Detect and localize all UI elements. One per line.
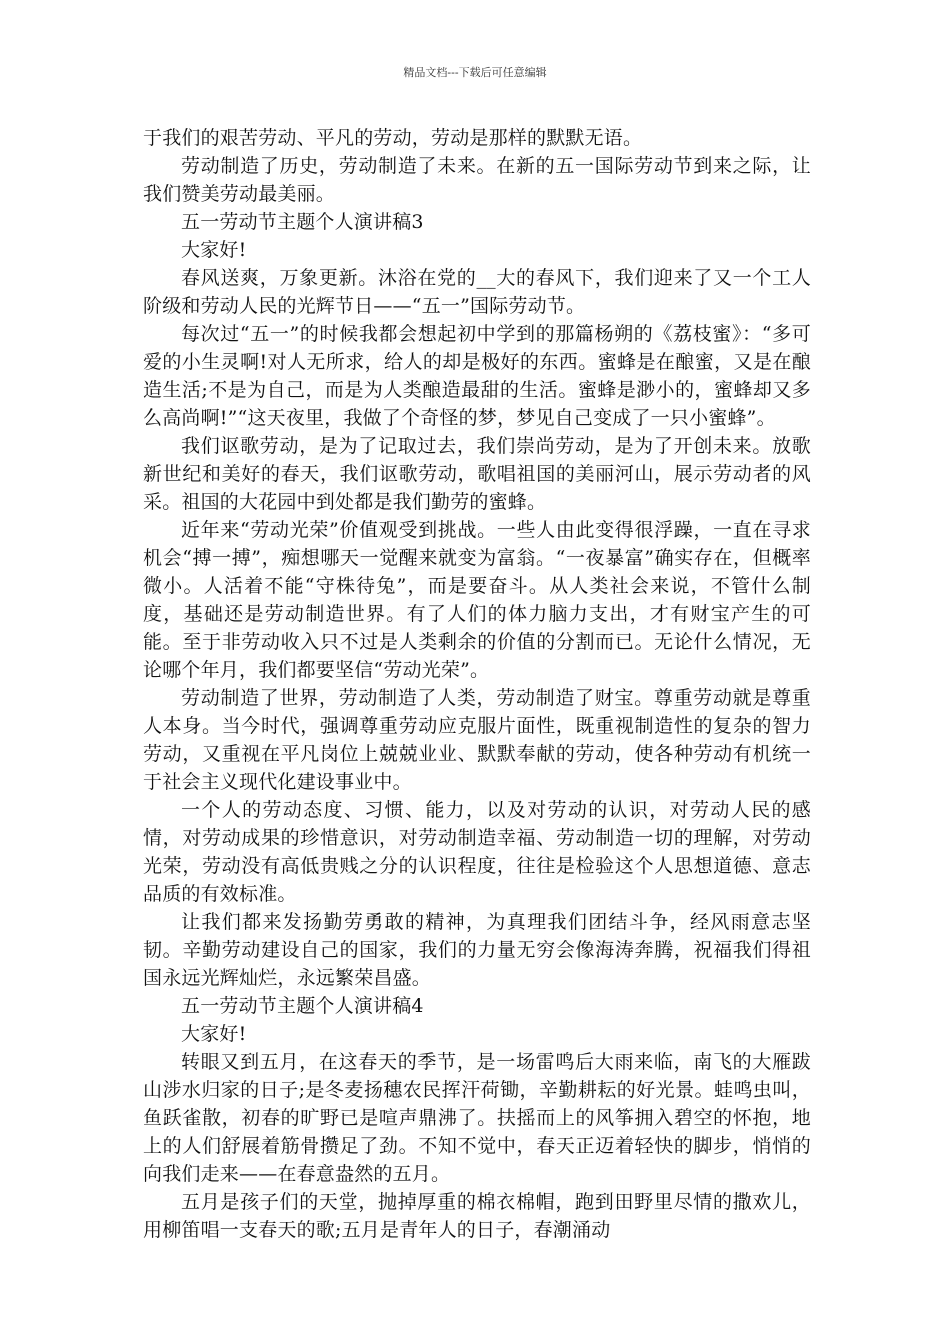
paragraph: 五月是孩子们的天堂，抛掉厚重的棉衣棉帽，跑到田野里尽情的撒欢儿，用柳笛唱一支春天的歌;五月是青年人的日子，春潮涌动: [143, 1191, 811, 1241]
paragraph: 让我们都来发扬勤劳勇敢的精神，为真理我们团结斗争，经风雨意志坚韧。辛勤劳动建设自己的国家，我们的力量无穷会像海涛奔腾，祝福我们得祖国永远光辉灿烂，永远繁荣昌盛。: [143, 911, 811, 989]
paragraph: 春风送爽，万象更新。沐浴在党的__大的春风下，我们迎来了又一个工人阶级和劳动人民的光辉节日——“五一”国际劳动节。: [143, 267, 811, 317]
document-body: [143, 124, 811, 1244]
paragraph: 我们讴歌劳动，是为了记取过去，我们崇尚劳动，是为了开创未来。放歌新世纪和美好的春天，我们讴歌劳动，歌唱祖国的美丽河山，展示劳动者的风采。祖国的大花园中到处都是我们勤劳的蜜蜂。: [143, 435, 811, 513]
greeting: 大家好!: [181, 1023, 247, 1045]
paragraph: 劳动制造了世界，劳动制造了人类，劳动制造了财宝。尊重劳动就是尊重人本身。当今时代，强调尊重劳动应克服片面性，既重视制造性的复杂的智力劳动，又重视在平凡岗位上兢兢业业、默默奉献的劳动，使各种劳动有机统一于社会主义现代化建设事业中。: [143, 687, 811, 793]
paragraph: 于我们的艰苦劳动、平凡的劳动，劳动是那样的默默无语。: [143, 127, 643, 149]
paragraph: 近年来“劳动光荣”价值观受到挑战。一些人由此变得很浮躁，一直在寻求机会“搏一搏”，痴想哪天一觉醒来就变为富翁。“一夜暴富”确实存在，但概率微小。人活着不能“守株待兔”，而是要奋斗。从人类社会来说，不管什么制度，基础还是劳动制造世界。有了人们的体力脑力支出，才有财宝产生的可能。至于非劳动收入只不过是人类剩余的价值的分割而已。无论什么情况，无论哪个年月，我们都要坚信“劳动光荣”。: [143, 519, 811, 681]
paragraph: 劳动制造了历史，劳动制造了未来。在新的五一国际劳动节到来之际，让我们赞美劳动最美丽。: [143, 155, 811, 205]
section-heading: 五一劳动节主题个人演讲稿4: [181, 995, 424, 1017]
page-header: 精品文档---下载后可任意编辑: [403, 66, 547, 79]
paragraph: 每次过“五一”的时候我都会想起初中学到的那篇杨朔的《荔枝蜜》：“多可爱的小生灵啊!对人无所求，给人的却是极好的东西。蜜蜂是在酿蜜，又是在酿造生活;不是为自己，而是为人类酿造最甜的生活。蜜蜂是渺小的，蜜蜂却又多么高尚啊!”“这天夜里，我做了个奇怪的梦，梦见自己变成了一只小蜜蜂”。: [143, 323, 811, 429]
greeting: 大家好!: [181, 239, 247, 261]
paragraph: 一个人的劳动态度、习惯、能力，以及对劳动的认识，对劳动人民的感情，对劳动成果的珍惜意识，对劳动制造幸福、劳动制造一切的理解，对劳动光荣，劳动没有高低贵贱之分的认识程度，往往是检验这个人思想道德、意志品质的有效标准。: [143, 799, 811, 905]
section-heading: 五一劳动节主题个人演讲稿3: [181, 211, 424, 233]
paragraph: 转眼又到五月，在这春天的季节，是一场雷鸣后大雨来临，南飞的大雁跋山涉水归家的日子;是冬麦扬穗农民挥汗荷锄，辛勤耕耘的好光景。蛙鸣虫叫，鱼跃雀散，初春的旷野已是喧声鼎沸了。扶摇而上的风筝拥入碧空的怀抱，地上的人们舒展着筋骨攒足了劲。不知不觉中，春天正迈着轻快的脚步，悄悄的向我们走来——在春意盎然的五月。: [143, 1051, 811, 1185]
